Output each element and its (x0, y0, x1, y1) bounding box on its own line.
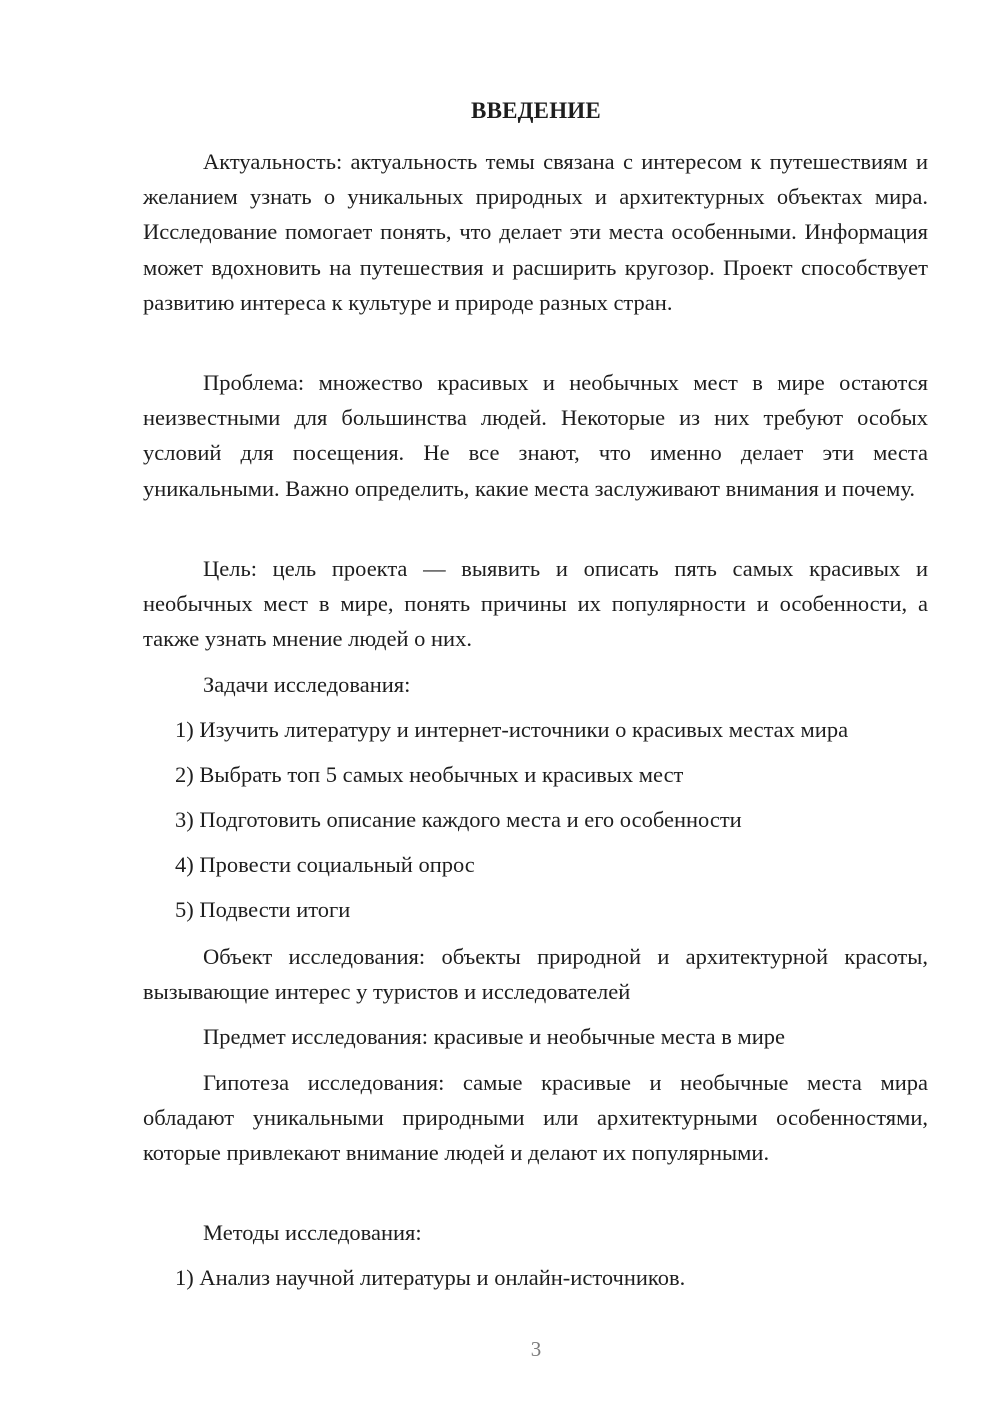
task-item-3: 3) Подготовить описание каждого места и его особенности (175, 807, 742, 832)
hypothesis-paragraph: Гипотеза исследования: самые красивые и необычные места мира обладают уникальными природными или архитектурными особенностями, которые привлекают внимание людей и делают их популярными. (143, 1070, 928, 1166)
section-title: ВВЕДЕНИЕ (471, 98, 601, 123)
tasks-label: Задачи исследования: (203, 672, 411, 697)
task-item-1: 1) Изучить литературу и интернет-источники о красивых местах мира (175, 717, 849, 742)
object-paragraph: Объект исследования: объекты природной и архитектурной красоты, вызывающие интерес у туристов и исследователей (143, 944, 928, 1005)
goal-paragraph: Цель: цель проекта — выявить и описать пять самых красивых и необычных мест в мире, понять причины их популярности и особенности, а также узнать мнение людей о них. (143, 556, 928, 652)
subject-paragraph: Предмет исследования: красивые и необычные места в мире (203, 1024, 785, 1049)
problem-paragraph: Проблема: множество красивых и необычных мест в мире остаются неизвестными для большинства людей. Некоторые из них требуют особых условий для посещения. Не все знают, что именно делает эти места уникальными. Важно определить, какие места заслуживают внимания и почему. (143, 370, 928, 501)
methods-label: Методы исследования: (203, 1220, 422, 1245)
relevance-paragraph: Актуальность: актуальность темы связана с интересом к путешествиям и желанием узнать о уникальных природных и архитектурных объектах мира. Исследование помогает понять, что делает эти места особенными. Информация может вдохновить на путешествия и расширить кругозор. Проект способствует развитию интереса к культуре и природе разных стран. (143, 149, 928, 315)
method-item-1: 1) Анализ научной литературы и онлайн-источников. (175, 1265, 686, 1290)
task-item-5: 5) Подвести итоги (175, 897, 351, 922)
task-item-2: 2) Выбрать топ 5 самых необычных и красивых мест (175, 762, 684, 787)
task-item-4: 4) Провести социальный опрос (175, 852, 475, 877)
page-number: 3 (530, 1337, 542, 1361)
